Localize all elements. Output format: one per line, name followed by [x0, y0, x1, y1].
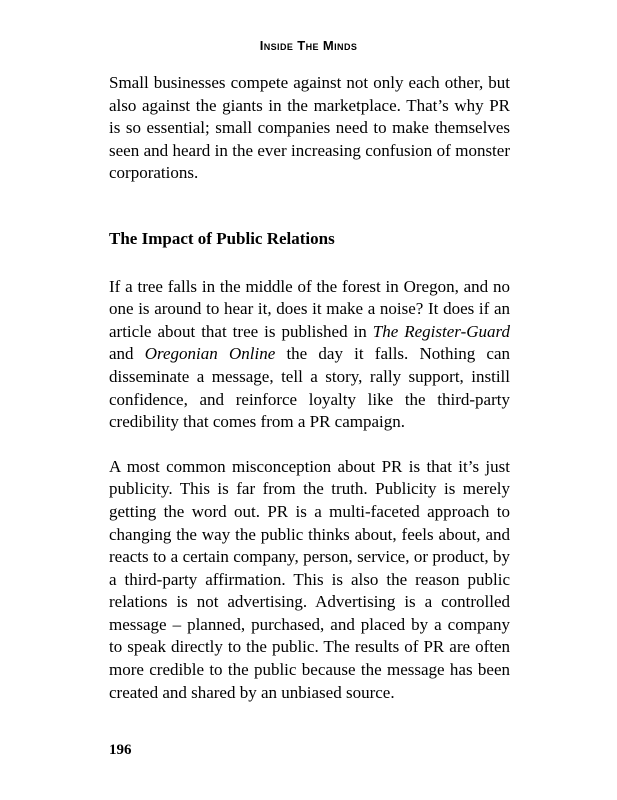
page-number: 196: [109, 742, 132, 758]
paragraph-misconception: A most common misconception about PR is that it’s just publicity. This is far from the truth. Publicity is merely getting the word out. PR is a multi-faceted approach to changing the way the public thinks about, feels about, and reacts to a certain company, person, service, or product, by a third-party affirmation. This is also the reason public relations is not advertising. Advertising is a controlled message – planned, purchased, and placed by a company to speak directly to the public. The results of PR are often more credible to the public because the message has been created and shared by an unbiased source.: [109, 456, 510, 702]
running-header-title: Inside The Minds: [259, 38, 358, 53]
paragraph-intro: Small businesses compete against not only each other, but also against the giants in the marketplace. That’s why PR is so essential; small companies need to make themselves seen and heard in the ever increasing confusion of monster corporations.: [109, 73, 510, 183]
paragraph-text-segment: the day it falls. Nothing can disseminate a message, tell a story, rally support, instill confidence, and reinforce loyalty like the third-party credibility that comes from a PR campaign.: [109, 344, 511, 432]
publication-title-oregonian-online: Oregonian Online: [144, 344, 276, 364]
publication-title-register-guard: The Register-Guard: [372, 321, 510, 341]
section-heading: The Impact of Public Relations: [109, 228, 335, 248]
paragraph-tree-analogy: [109, 276, 510, 434]
paragraph-text-segment: If a tree falls in the middle of the forest in Oregon, and no one is around to hear it, does it make a noise? It does if an article about that tree is published in: [109, 276, 510, 341]
page-body: [109, 72, 510, 704]
paragraph-text-segment: and: [109, 344, 145, 364]
